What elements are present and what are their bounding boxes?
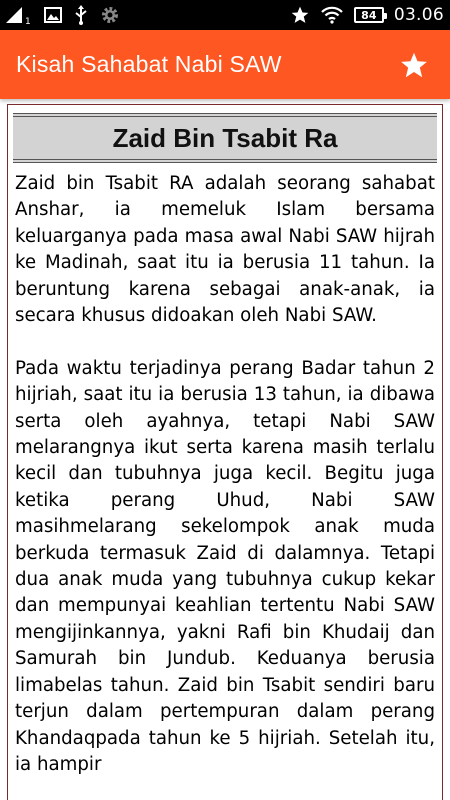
- article-title: Zaid Bin Tsabit Ra: [112, 122, 338, 153]
- article-title-box: [13, 113, 437, 163]
- favorite-button[interactable]: [398, 49, 430, 81]
- article-container[interactable]: [7, 104, 443, 800]
- usb-icon: [74, 5, 88, 25]
- wifi-icon: [320, 5, 344, 25]
- svg-text:1: 1: [25, 17, 31, 25]
- battery-level: 84: [361, 8, 377, 22]
- app-title: Kisah Sahabat Nabi SAW: [16, 51, 282, 77]
- article-paragraph: Zaid bin Tsabit RA adalah seorang sahabat Anshar, ia memeluk Islam bersama keluarganya pada masa awal Nabi SAW hijrah ke Madinah, saat itu ia berusia 11 tahun. Ia beruntung karena sebagai anak-anak, ia secara khusus didoakan oleh Nabi SAW.: [15, 173, 435, 327]
- star-icon: [400, 51, 428, 79]
- app-bar: [0, 30, 450, 99]
- status-bar-right: [290, 0, 444, 30]
- status-bar-left: [6, 0, 120, 30]
- signal-icon: [6, 5, 32, 25]
- star-icon: [290, 5, 310, 25]
- article-body: [8, 171, 442, 778]
- article-paragraph: Pada waktu terjadinya perang Badar tahun 2 hijriah, saat itu ia berusia 13 tahun, ia dibawa serta oleh ayahnya, tetapi Nabi SAW melarangnya ikut serta karena masih terlalu kecil dan tubuhnya juga kecil. Begitu juga ketika perang Uhud, Nabi SAW masihmelarang sekelompok anak muda berkuda termasuk Zaid di dalamnya. Tetapi dua anak muda yang tubuhnya cukup kekar dan mempunyai keahlian tertentu Nabi SAW mengijinkannya, yakni Rafi bin Khudaij dan Samurah bin Jundub. Keduanya berusia limabelas tahun. Zaid bin Tsabit sendiri baru terjun dalam pertempuran dalam perang Khandaqpada tahun ke 5 hijriah. Setelah itu, ia hampir: [15, 357, 435, 775]
- battery-icon: [354, 7, 384, 23]
- clock: 03.06: [393, 5, 444, 25]
- image-icon: [44, 7, 62, 23]
- settings-gear-icon: [100, 5, 120, 25]
- status-bar: [0, 0, 450, 30]
